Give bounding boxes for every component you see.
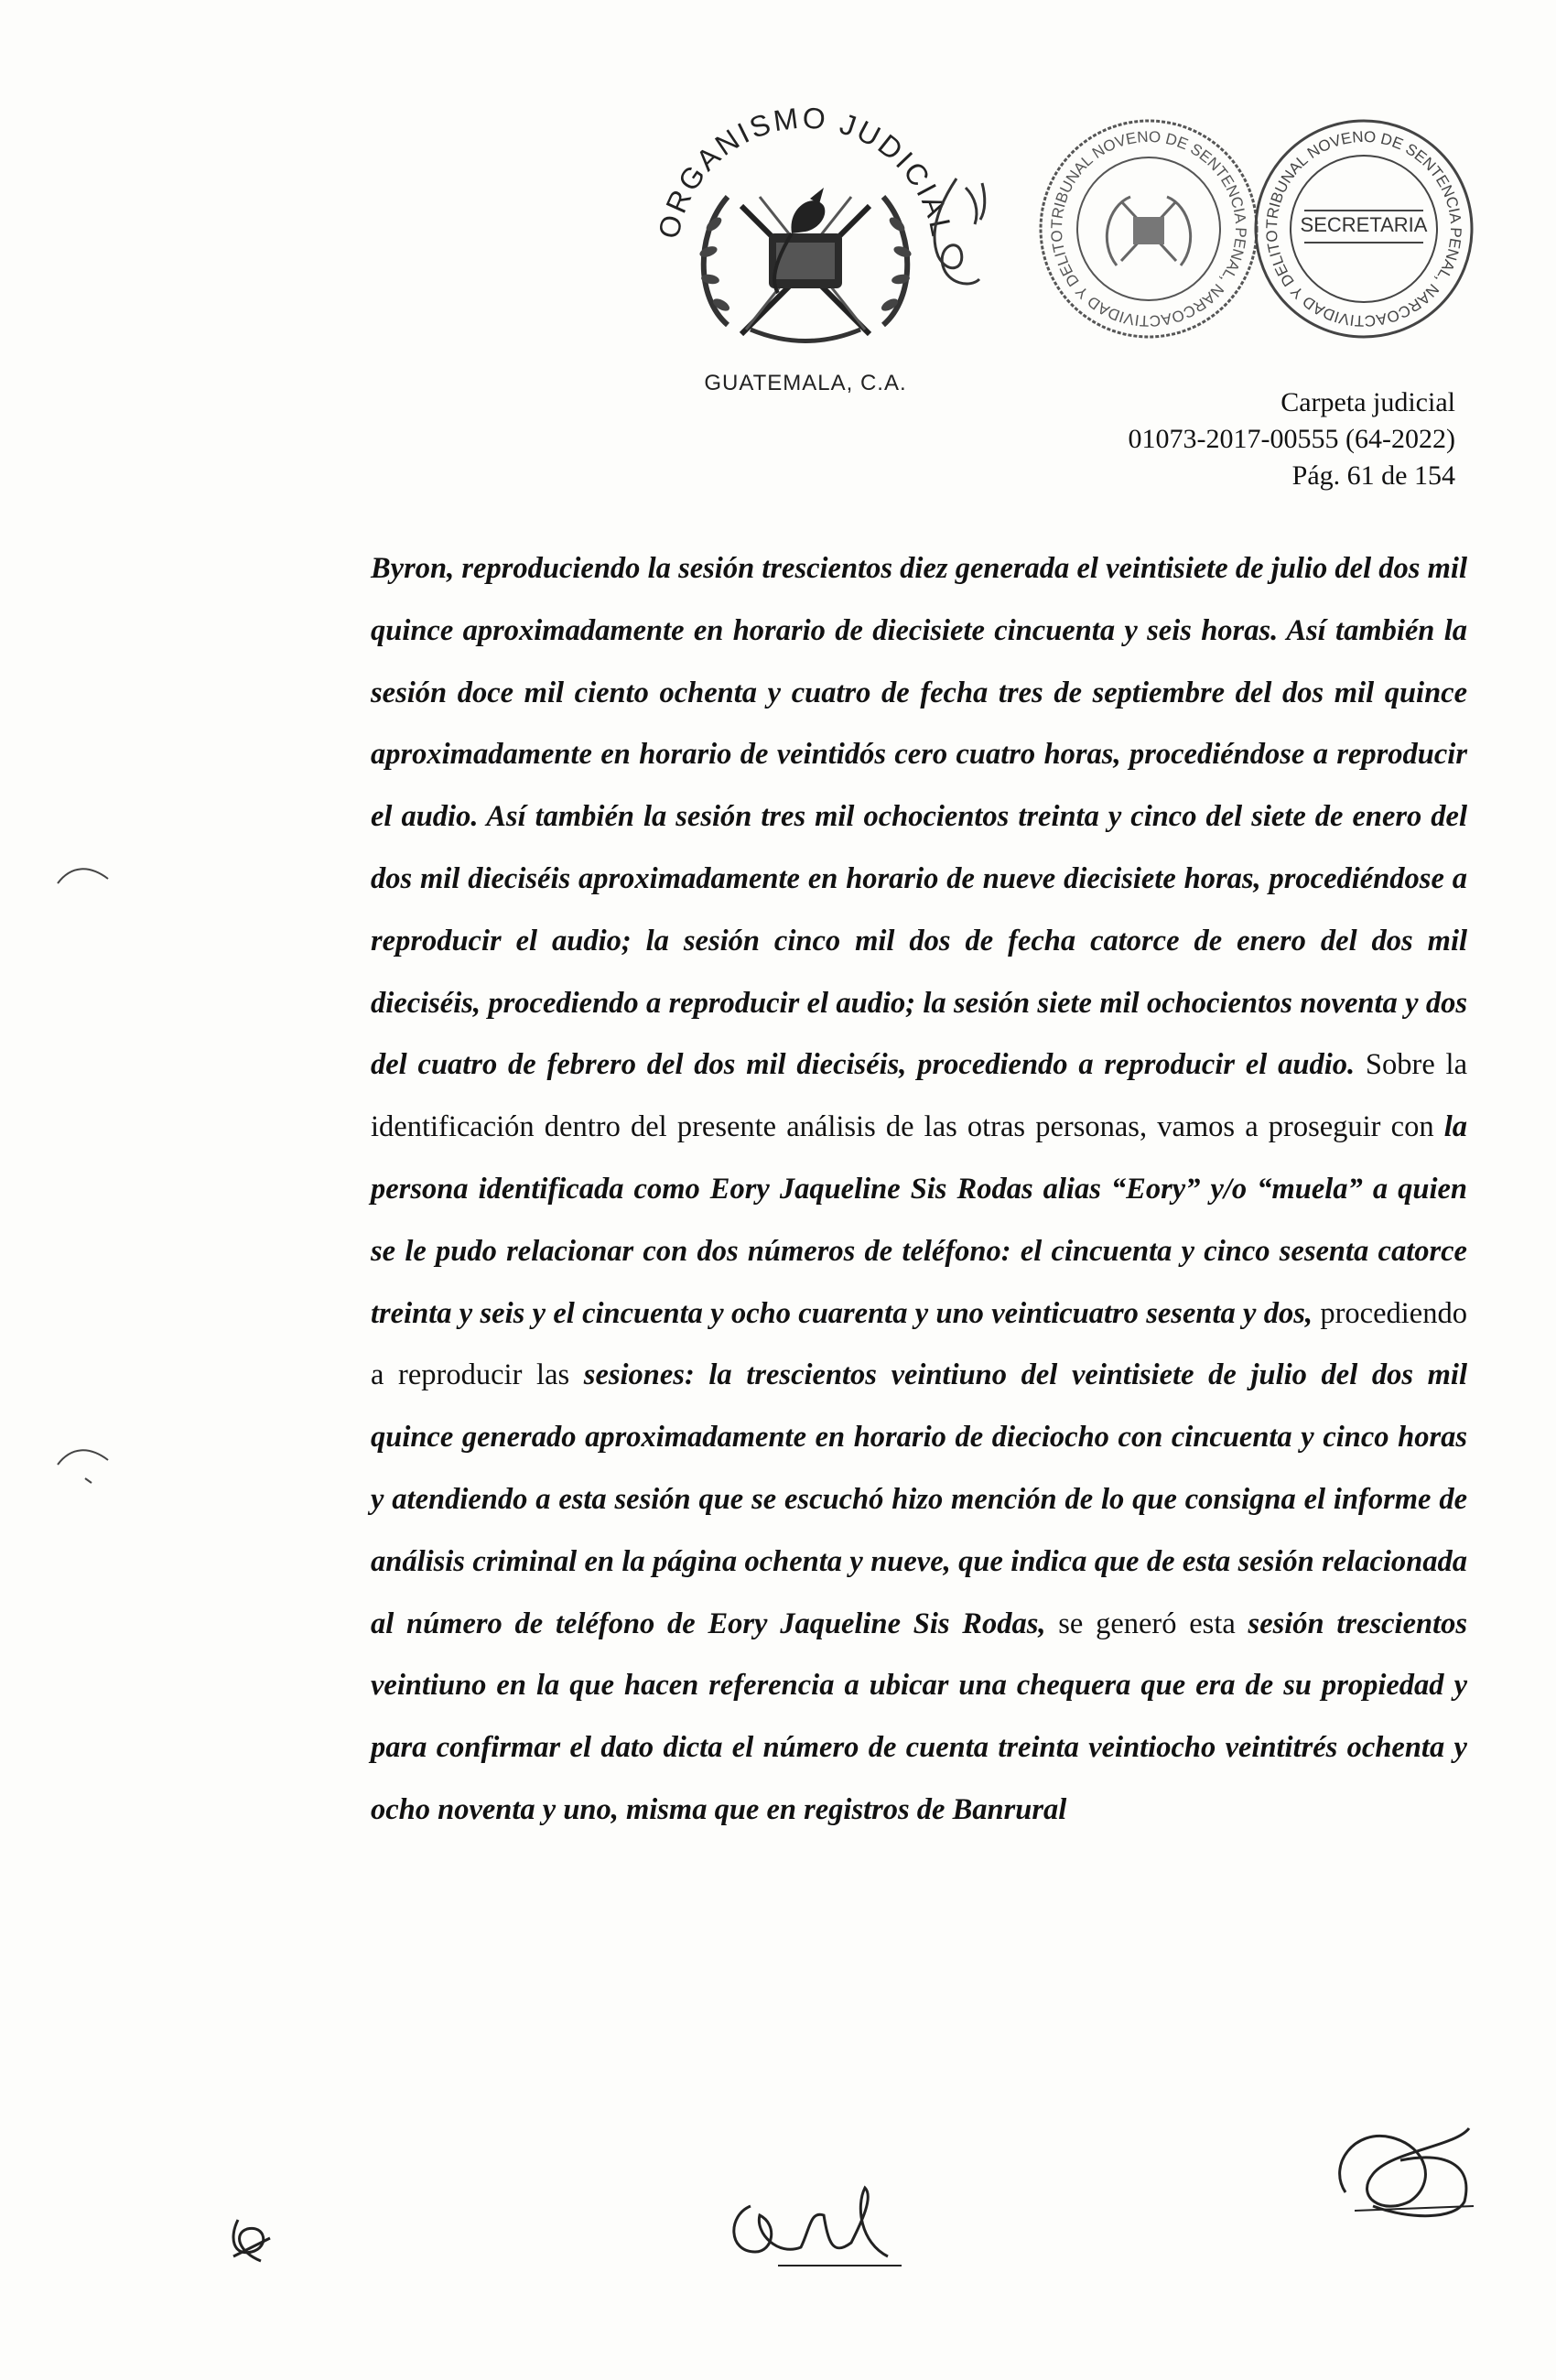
text-segment-2: Sobre la identificación dentro del presente análisis de las otras personas, vamos a proseguir con: [371, 1048, 1468, 1144]
court-seal-left: [1034, 114, 1263, 343]
court-seal-secretaria: [1249, 114, 1478, 343]
emblem-country-label: GUATEMALA, C.A.: [704, 371, 907, 395]
svg-text:ORGANISMO JUDICIAL: ORGANISMO JUDICIAL: [652, 101, 959, 242]
text-segment-6: se generó esta: [1058, 1606, 1236, 1640]
text-segment-4: procediendo a reproducir las: [371, 1296, 1467, 1392]
body-text: [371, 538, 1467, 1842]
handwritten-initial-left: [220, 2211, 284, 2266]
svg-text:TRIBUNAL NOVENO DE SENTENCIA P: TRIBUNAL NOVENO DE SENTENCIA PENAL, NARCOACTIVIDAD Y DELITO: [1262, 127, 1465, 330]
handwritten-signature-top: [902, 169, 993, 298]
margin-mark: [53, 860, 117, 888]
case-reference: [1129, 384, 1455, 494]
svg-text:TRIBUNAL NOVENO DE SENTENCIA P: TRIBUNAL NOVENO DE SENTENCIA PENAL, NARCOACTIVIDAD Y DELITO: [1047, 127, 1250, 330]
handwritten-signature-bottom: [723, 2179, 906, 2279]
text-segment-5: sesiones: la trescientos veintiuno del veintisiete de julio del dos mil quince generado aproximadamente en horario de dieciocho con cincuenta y cinco horas y atendiendo a esta sesión que se escuchó hizo mención de lo que consigna el informe de análisis criminal en la página ochenta y nueve, que indica que de esta sesión relacionada al número de teléfono de Eory Jaqueline Sis Rodas,: [371, 1358, 1467, 1640]
text-segment-7: sesión trescientos veintiuno en la que hacen referencia a ubicar una chequera que era de su propiedad y para confirmar el dato dicta el número de cuenta treinta veintiocho veintitrés ochenta y ocho noventa y uno, misma que en registros de Banrural: [371, 1606, 1468, 1826]
handwritten-signature-right: [1318, 2110, 1483, 2229]
margin-mark: [53, 1442, 117, 1497]
seal-secretaria-label: SECRETARIA: [1300, 213, 1428, 236]
text-segment-3: la persona identificada como Eory Jaqueline Sis Rodas alias “Eory” y/o “muela” a quien se le pudo relacionar con dos números de teléfono: el cincuenta y cinco sesenta catorce treinta y seis y el cincuenta y ocho cuarenta y uno veinticuatro sesenta y dos,: [371, 1110, 1467, 1330]
case-number: 01073-2017-00555 (64-2022): [1128, 424, 1455, 454]
seal-icon: [1034, 114, 1263, 343]
case-label: Carpeta judicial: [1280, 387, 1455, 417]
body-paragraph: [371, 538, 1467, 1842]
text-segment-1: Byron, reproduciendo la sesión trescientos diez generada el veintisiete de julio del dos mil quince aproximadamente en horario de diecisiete cincuenta y seis horas. Así también la sesión doce mil ciento ochenta y cuatro de fecha tres de septiembre del dos mil quince aproximadamente en horario de veintidós cero cuatro horas, procediéndose a reproducir el audio. Así también la sesión tres mil ochocientos treinta y cinco del siete de enero del dos mil dieciséis aproximadamente en horario de nueve diecisiete horas, procediéndose a reproducir el audio; la sesión cinco mil dos de fecha catorce de enero del dos mil dieciséis, procediendo a reproducir el audio; la sesión siete mil ochocientos noventa y dos del cuatro de febrero del dos mil dieciséis, procediendo a reproducir el audio.: [371, 552, 1467, 1082]
page-number: Pág. 61 de 154: [1291, 460, 1455, 491]
